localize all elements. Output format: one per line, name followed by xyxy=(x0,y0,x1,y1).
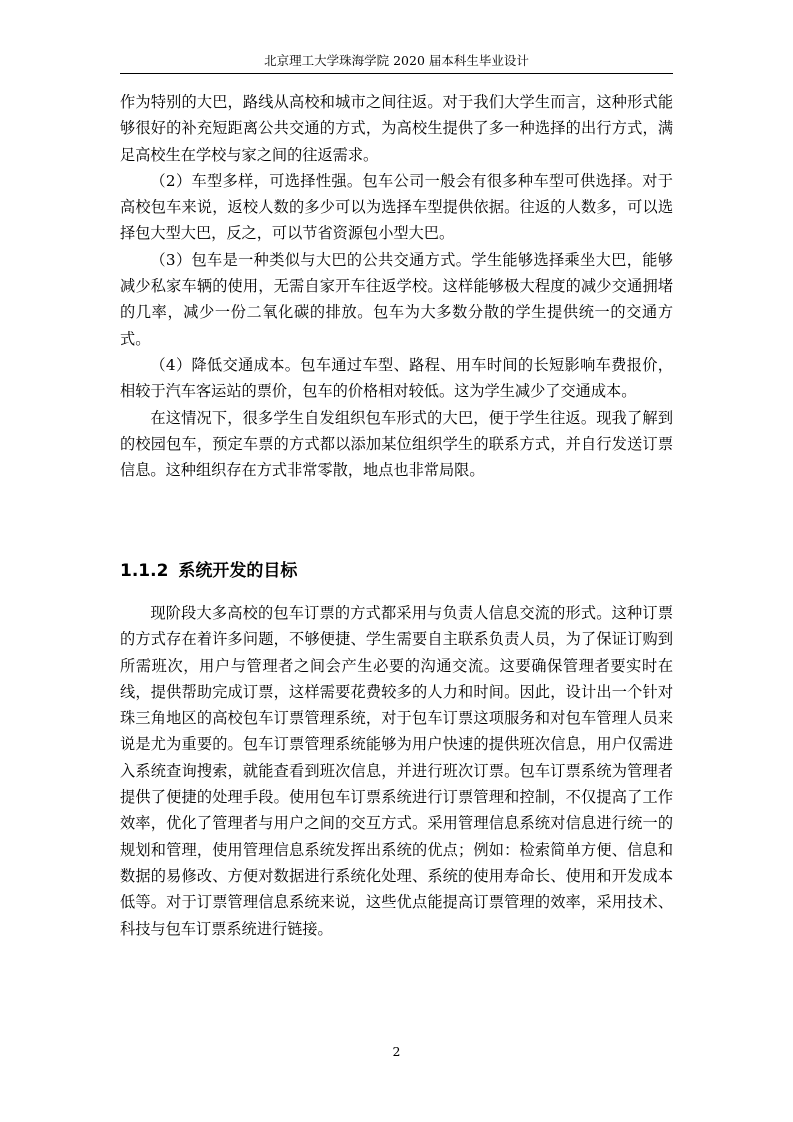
paragraph-summary: 在这情况下，很多学生自发组织包车形式的大巴，便于学生往返。现我了解到的校园包车，预定车票的方式都以添加某位组织学生的联系方式，并自行发送订票信息。这种组织存在方式非常零散，地点也非常局限。 xyxy=(120,408,673,480)
paragraph-point-3: （3）包车是一种类似与大巴的公共交通方式。学生能够选择乘坐大巴，能够减少私家车辆的使用，无需自家开车往返学校。这样能够极大程度的减少交通拥堵的几率，减少一份二氧化碳的排放。包车为大多数分散的学生提供统一的交通方式。 xyxy=(120,250,673,348)
section-title: 系统开发的目标 xyxy=(178,561,298,581)
header-rule xyxy=(120,73,673,74)
page-number: 2 xyxy=(392,1044,401,1059)
body-text-block-2 xyxy=(120,600,673,942)
body-text-block-1 xyxy=(120,89,673,483)
paragraph-point-4: （4）降低交通成本。包车通过车型、路程、用车时间的长短影响车费报价，相较于汽车客运站的票价，包车的价格相对较低。这为学生减少了交通成本。 xyxy=(120,355,673,401)
paragraph-goals: 现阶段大多高校的包车订票的方式都采用与负责人信息交流的形式。这种订票的方式存在着许多问题，不够便捷、学生需要自主联系负责人员，为了保证订购到所需班次，用户与管理者之间会产生必要的沟通交流。这要确保管理者要实时在线，提供帮助完成订票，这样需要花费较多的人力和时间。因此，设计出一个针对珠三角地区的高校包车订票管理系统，对于包车订票这项服务和对包车管理人员来说是尤为重要的。包车订票管理系统能够为用户快速的提供班次信息，用户仅需进入系统查询搜索，就能查看到班次信息，并进行班次订票。包车订票系统为管理者提供了便捷的处理手段。使用包车订票系统进行订票管理和控制，不仅提高了工作效率，优化了管理者与用户之间的交互方式。采用管理信息系统对信息进行统一的规划和管理，使用管理信息系统发挥出系统的优点；例如：检索简单方便、信息和数据的易修改、方便对数据进行系统化处理、系统的使用寿命长、使用和开发成本低等。对于订票管理信息系统来说，这些优点能提高订票管理的效率，采用技术、科技与包车订票系统进行链接。 xyxy=(120,604,673,938)
paragraph-continuation: 作为特别的大巴，路线从高校和城市之间往返。对于我们大学生而言，这种形式能够很好的补充短距离公共交通的方式，为高校生提供了多一种选择的出行方式，满足高校生在学校与家之间的往返需求。 xyxy=(120,93,673,164)
paragraph-point-2: （2）车型多样，可选择性强。包车公司一般会有很多种车型可供选择。对于高校包车来说，返校人数的多少可以为选择车型提供依据。往返的人数多，可以选择包大型大巴，反之，可以节省资源包小型大巴。 xyxy=(120,171,673,243)
section-number: 1.1.2 xyxy=(120,561,169,581)
page-header: 北京理工大学珠海学院 2020 届本科生毕业设计 xyxy=(264,53,529,68)
section-heading xyxy=(120,558,673,584)
